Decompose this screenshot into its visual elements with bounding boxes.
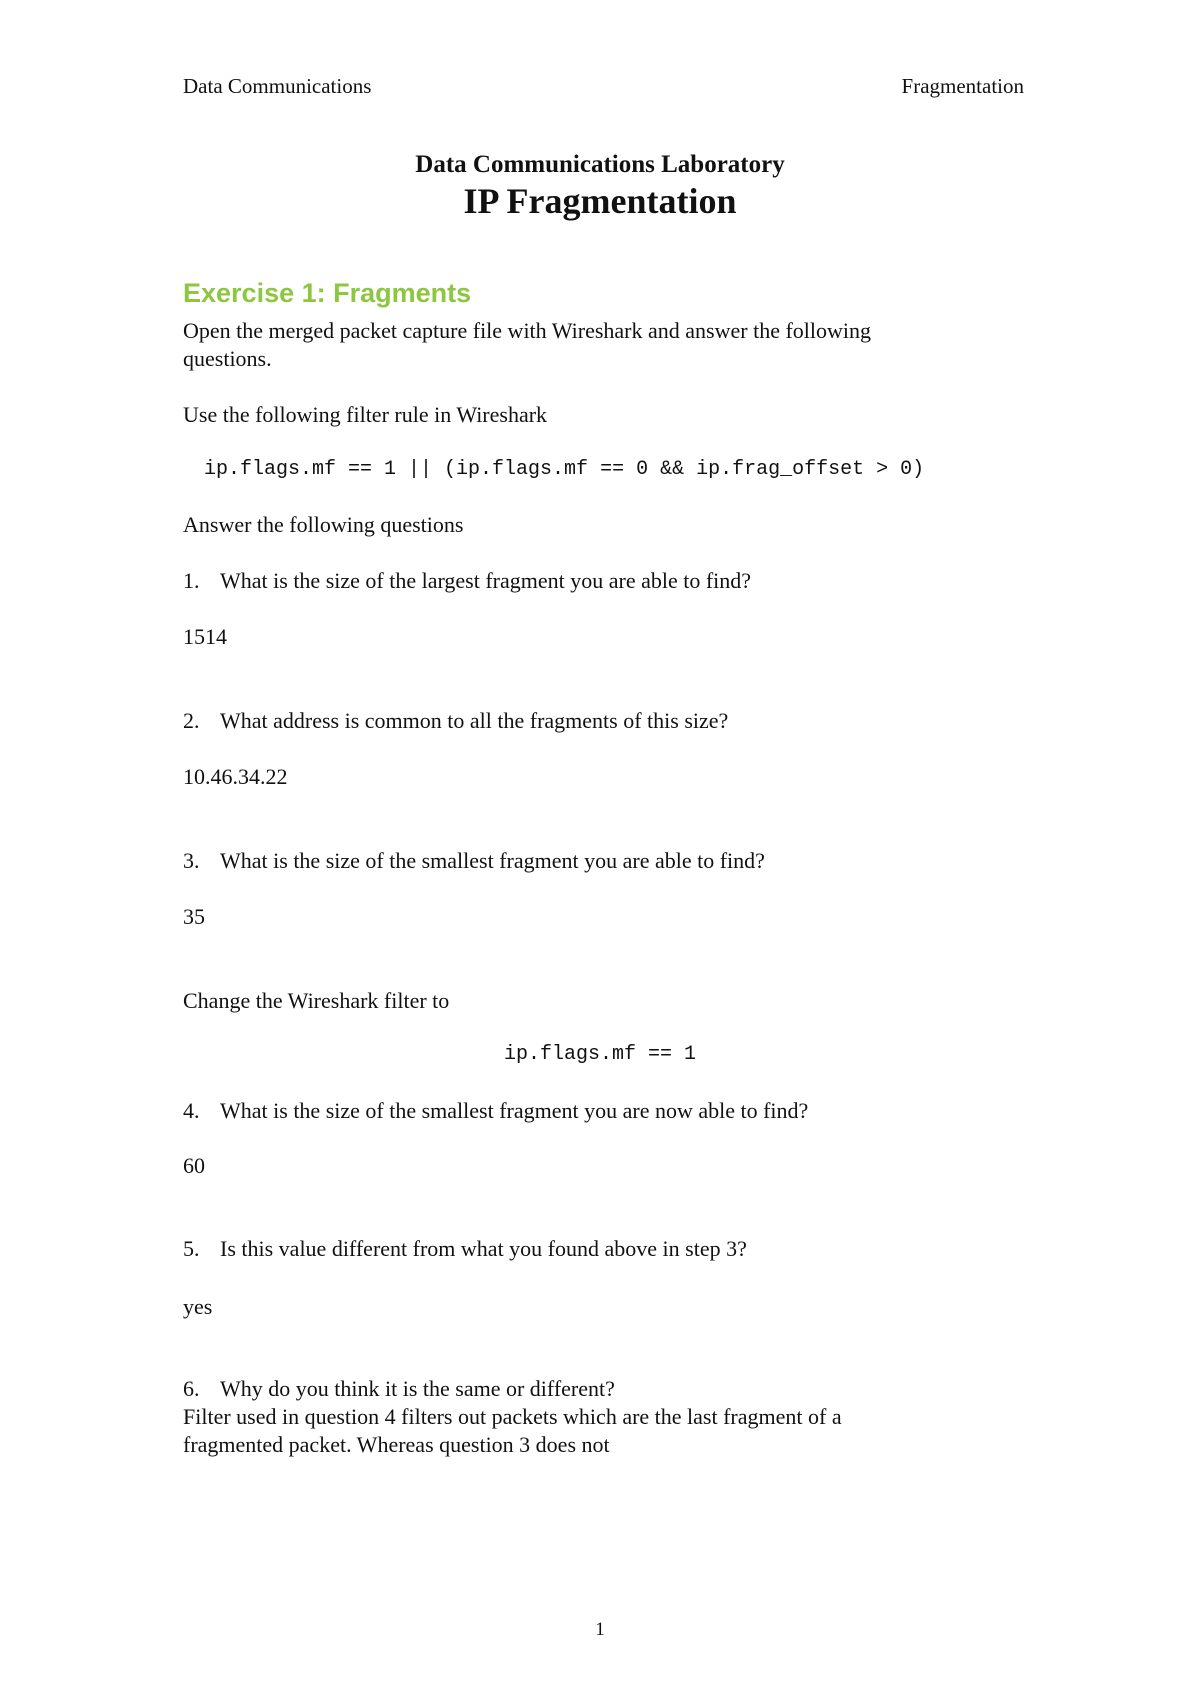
question-5 bbox=[183, 1238, 747, 1260]
intro-line-2: questions. bbox=[183, 346, 272, 371]
filter-rule-2: ip.flags.mf == 1 bbox=[503, 1043, 697, 1066]
question-1 bbox=[183, 570, 751, 592]
answer-intro: Answer the following questions bbox=[183, 512, 464, 537]
question-text: What is the size of the smallest fragment you are now able to find? bbox=[220, 1098, 809, 1123]
question-number: 2. bbox=[183, 708, 200, 733]
header-left: Data Communications bbox=[183, 74, 372, 98]
answer-5: yes bbox=[183, 1294, 213, 1319]
filter-intro: Use the following filter rule in Wireshark bbox=[183, 402, 548, 427]
intro-line-1: Open the merged packet capture file with Wireshark and answer the following bbox=[183, 318, 872, 343]
change-filter-text: Change the Wireshark filter to bbox=[183, 988, 450, 1013]
question-6 bbox=[183, 1378, 615, 1400]
question-number: 1. bbox=[183, 568, 200, 593]
question-number: 5. bbox=[183, 1236, 200, 1261]
question-4 bbox=[183, 1100, 808, 1122]
question-2 bbox=[183, 710, 728, 732]
question-text: What address is common to all the fragments of this size? bbox=[220, 708, 729, 733]
lab-title: Data Communications Laboratory bbox=[415, 151, 785, 178]
filter-rule-1: ip.flags.mf == 1 || (ip.flags.mf == 0 && ip.frag_offset > 0) bbox=[204, 458, 925, 481]
question-text: Why do you think it is the same or different? bbox=[220, 1376, 615, 1401]
question-text: Is this value different from what you found above in step 3? bbox=[220, 1236, 747, 1261]
answer-6-line-1: Filter used in question 4 filters out packets which are the last fragment of a bbox=[183, 1404, 842, 1429]
question-number: 3. bbox=[183, 848, 200, 873]
question-text: What is the size of the largest fragment you are able to find? bbox=[220, 568, 752, 593]
answer-4: 60 bbox=[183, 1153, 205, 1178]
exercise-heading: Exercise 1: Fragments bbox=[183, 278, 472, 308]
question-text: What is the size of the smallest fragment you are able to find? bbox=[220, 848, 765, 873]
question-3 bbox=[183, 850, 765, 872]
page-title: IP Fragmentation bbox=[463, 181, 737, 221]
question-number: 6. bbox=[183, 1376, 200, 1401]
answer-1: 1514 bbox=[183, 624, 227, 649]
answer-6-line-2: fragmented packet. Whereas question 3 does not bbox=[183, 1432, 610, 1457]
page-number: 1 bbox=[595, 1619, 605, 1640]
question-number: 4. bbox=[183, 1098, 200, 1123]
answer-2: 10.46.34.22 bbox=[183, 764, 288, 789]
answer-3: 35 bbox=[183, 904, 205, 929]
header-right: Fragmentation bbox=[901, 74, 1024, 98]
